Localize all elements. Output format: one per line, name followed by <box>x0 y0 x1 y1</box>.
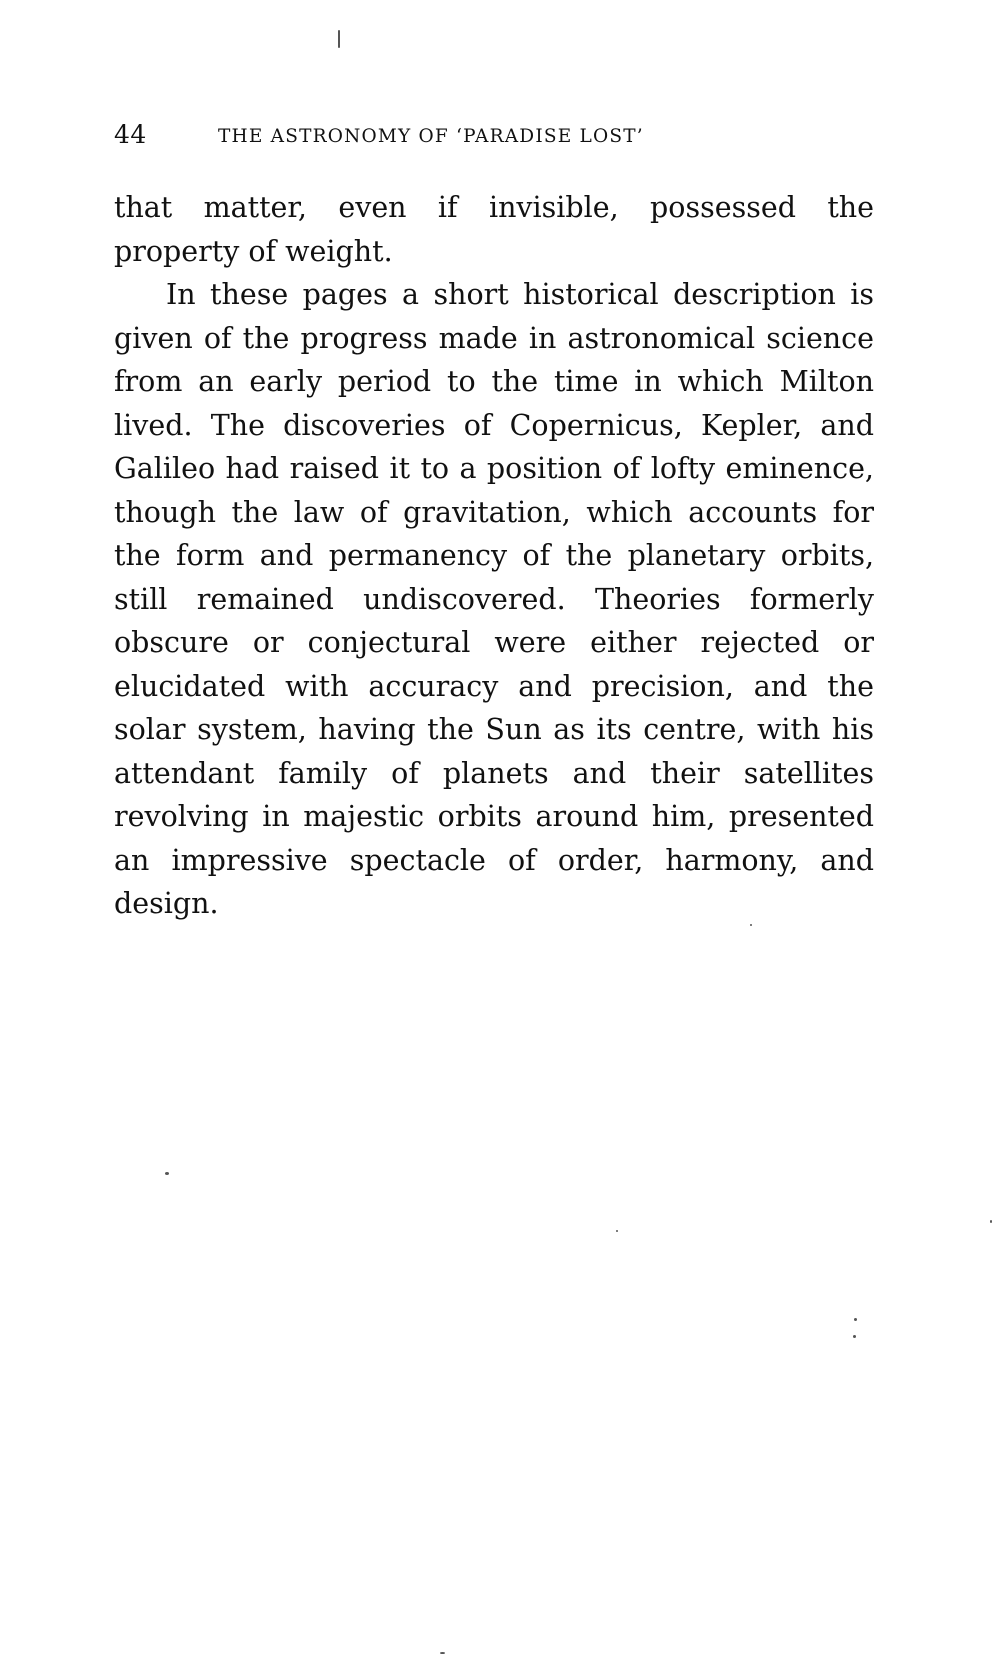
running-head <box>114 120 884 152</box>
page-number: 44 <box>114 120 147 149</box>
scan-speck <box>616 1230 618 1232</box>
running-title: THE ASTRONOMY OF ‘PARADISE LOST’ <box>218 126 644 147</box>
body-text <box>114 186 874 926</box>
scan-speck <box>854 1318 857 1321</box>
scan-speck <box>750 924 752 926</box>
scan-speck <box>440 1652 445 1654</box>
paragraph-2: In these pages a short historical description is given of the progress made in astronomical science from an early period to the time in which Milton lived. The discoveries of Copernicus, Kepler, and Galileo had raised it to a position of lofty eminence, though the law of gravitation, which accounts for the form and permanency of the planetary orbits, still remained undiscovered. Theories formerly obscure or conjectural were either rejected or elucidated with accuracy and precision, and the solar system, having the Sun as its centre, with his attendant family of planets and their satellites revolving in majestic orbits around him, presented an impressive spectacle of order, harmony, and design. <box>114 278 874 920</box>
scan-speck <box>338 30 340 48</box>
scan-speck <box>990 1220 992 1223</box>
scan-speck <box>853 1335 856 1338</box>
paragraph-1: that matter, even if invisible, possessed the property of weight. <box>114 191 874 268</box>
scan-speck <box>165 1172 169 1175</box>
